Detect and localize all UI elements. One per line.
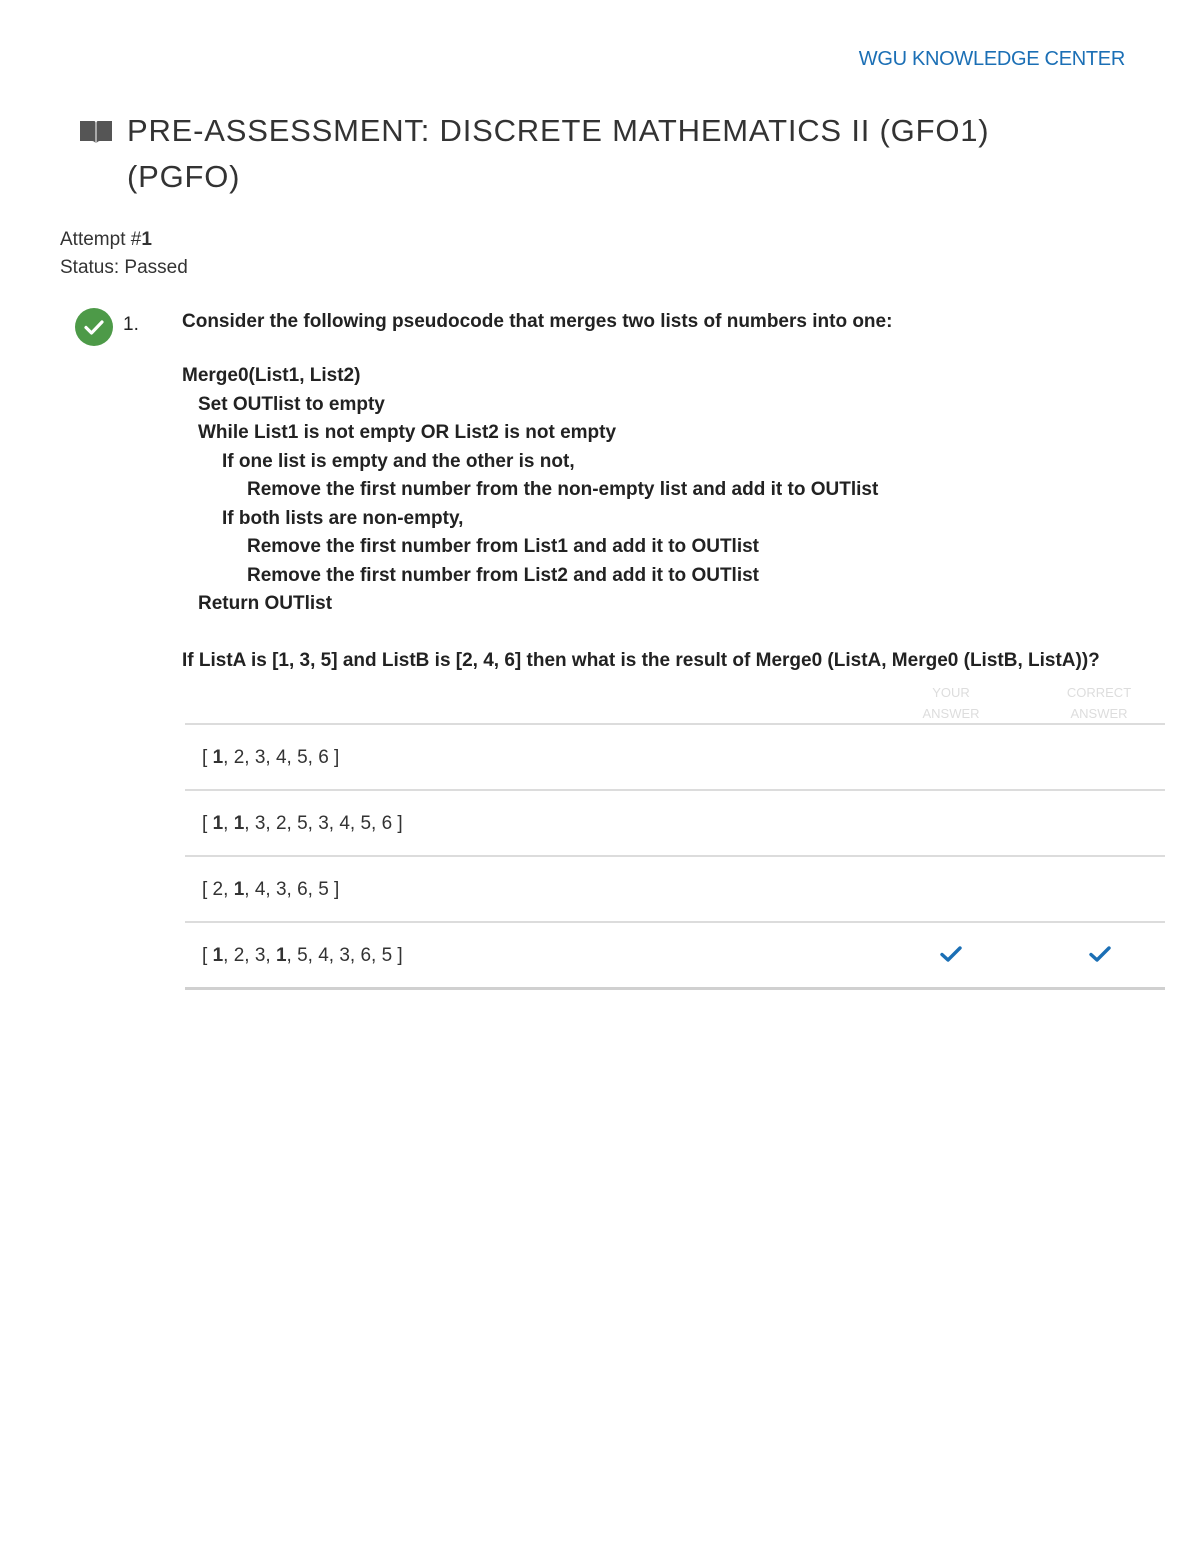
answer-option — [185, 791, 1165, 857]
answer-option — [185, 725, 1165, 791]
code-line: If both lists are non-empty, — [222, 507, 464, 529]
code-line: Remove the first number from List1 and add it to OUTlist — [247, 536, 759, 557]
answer-option — [185, 857, 1165, 923]
your-answer-header: YOUR ANSWER — [922, 685, 980, 721]
code-line: If one list is empty and the other is not, — [222, 450, 575, 472]
code-line: Merge0(List1, List2) — [182, 365, 361, 386]
page-title-line1: PRE-ASSESSMENT: DISCRETE MATHEMATICS II (GFO1) — [127, 113, 990, 148]
attempt-line — [60, 226, 188, 254]
attempt-label: Attempt # — [60, 229, 142, 250]
code-line: While List1 is not empty OR List2 is not empty — [198, 422, 617, 443]
answer-text: [ 1, 2, 3, 1, 5, 4, 3, 6, 5 ] — [202, 945, 403, 966]
page-title-line2: (PGFO) — [127, 159, 241, 194]
code-line: Remove the first number from List2 and add it to OUTlist — [247, 564, 759, 586]
answer-text: [ 1, 2, 3, 4, 5, 6 ] — [202, 747, 340, 768]
question-body — [182, 308, 1172, 675]
answer-options — [185, 723, 1165, 990]
answer-text: [ 1, 1, 3, 2, 5, 3, 4, 5, 6 ] — [202, 813, 403, 834]
correct-answer-check-icon — [1089, 945, 1111, 963]
question-prompt: If ListA is [1, 3, 5] and ListB is [2, 4, 6] then what is the result of Merge0 (ListA, Merge0 (ListB, ListA))? — [182, 649, 1100, 671]
code-line: Remove the first number from the non-empty list and add it to OUTlist — [247, 479, 879, 500]
question-intro: Consider the following pseudocode that merges two lists of numbers into one: — [182, 311, 893, 332]
page-title-row — [80, 108, 1080, 200]
check-circle-icon — [75, 308, 113, 346]
question-number: 1. — [123, 314, 139, 335]
attempt-info — [60, 226, 188, 282]
knowledge-center-link[interactable]: WGU KNOWLEDGE CENTER — [858, 48, 1125, 70]
answer-text: [ 2, 1, 4, 3, 6, 5 ] — [202, 879, 340, 900]
code-line: Return OUTlist — [198, 593, 333, 614]
attempt-number: 1 — [141, 229, 152, 250]
correct-answer-header: CORRECT ANSWER — [1066, 685, 1132, 721]
code-line: Set OUTlist to empty — [198, 393, 385, 415]
your-answer-check-icon — [940, 945, 962, 963]
page-title — [127, 108, 1080, 200]
answer-option — [185, 923, 1165, 990]
book-icon — [80, 118, 112, 144]
status-text: Status: Passed — [60, 257, 188, 278]
